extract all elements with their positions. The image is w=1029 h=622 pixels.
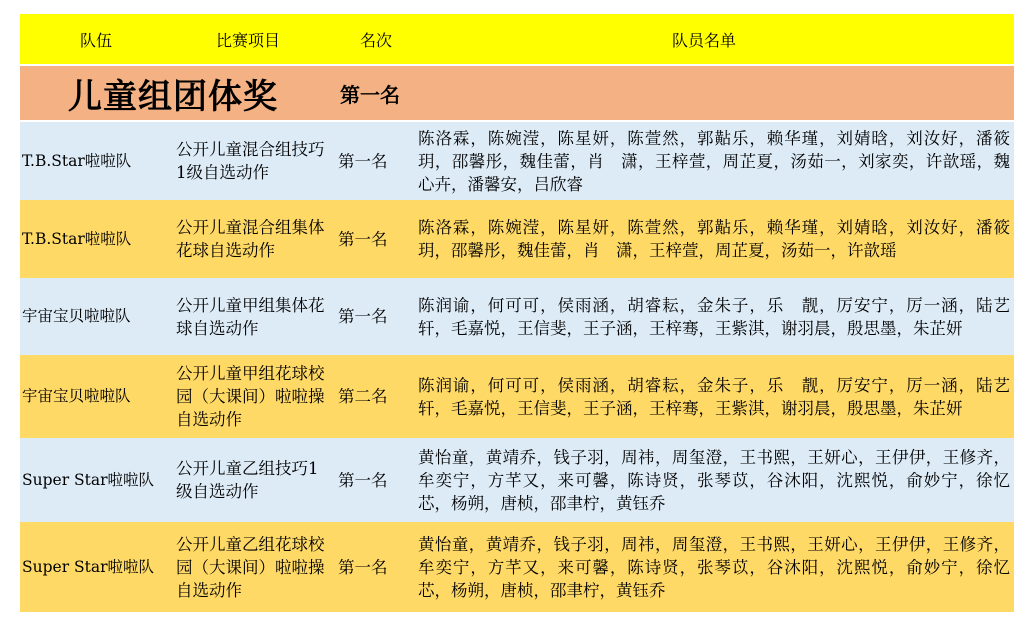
table-row (20, 522, 1014, 612)
section-banner (20, 66, 1014, 120)
team-cell: 宇宙宝贝啦啦队 (22, 307, 131, 325)
table-row (20, 278, 1014, 355)
header-team: 队伍 (80, 30, 113, 50)
rank-cell: 第一名 (338, 229, 388, 249)
banner-title: 儿童组团体奖 (68, 76, 278, 117)
rank-cell: 第二名 (338, 387, 388, 406)
table-header (20, 14, 1014, 64)
team-cell: T.B.Star啦啦队 (22, 229, 132, 248)
event-cell: 公开儿童混合组技巧1级自选动作 (176, 140, 325, 182)
results-table (20, 14, 1014, 612)
event-cell: 公开儿童乙组花球校园（大课间）啦啦操自选动作 (176, 534, 325, 600)
rank-cell: 第一名 (338, 307, 388, 326)
members-cell: 黄怡童，黄靖乔，钱子羽，周祎，周玺澄，王书熙，王妍心，王伊伊，王修齐，牟奕宁，方芊又，来可馨，陈诗贤，张琴苡，谷沐阳，沈熙悦，俞妙宁，徐忆芯，杨朔，唐桢，邵聿柠，黄钰乔 (418, 447, 1010, 513)
members-cell: 陈润谕，何可可，侯雨涵，胡睿耘，金朱子，乐 靓，厉安宁，厉一涵，陆艺轩，毛嘉悦，王信斐，王子涵，王梓骞，王紫淇，谢羽晨，殷思墨，朱芷妍 (418, 375, 1010, 418)
members-cell: 黄怡童，黄靖乔，钱子羽，周祎，周玺澄，王书熙，王妍心，王伊伊，王修齐，牟奕宁，方芊又，来可馨，陈诗贤，张琴苡，谷沐阳，沈熙悦，俞妙宁，徐忆芯，杨朔，唐桢，邵聿柠，黄钰乔 (418, 534, 1010, 600)
table-row (20, 122, 1014, 200)
header-members: 队员名单 (672, 30, 737, 50)
rank-cell: 第一名 (338, 470, 388, 490)
team-cell: 宇宙宝贝啦啦队 (22, 387, 131, 405)
members-cell: 陈洛霖，陈婉滢，陈星妍，陈萱然，郭黇乐，赖华瑾，刘婧晗，刘汝好，潘筱玥，邵馨彤，魏佳蕾，肖 潇，王梓萱，周芷夏，汤茹一，刘家奕，许歆瑶，魏心卉，潘馨安，吕欣睿 (418, 128, 1010, 194)
header-event: 比赛项目 (216, 30, 281, 50)
banner-rank: 第一名 (340, 82, 400, 107)
header-rank: 名次 (360, 30, 393, 50)
table-row (20, 355, 1014, 438)
members-cell: 陈洛霖，陈婉滢，陈星妍，陈萱然，郭黇乐，赖华瑾，刘婧晗，刘汝好，潘筱玥，邵馨彤，魏佳蕾，肖 潇，王梓萱，周芷夏，汤茹一，许歆瑶 (418, 218, 1010, 260)
rank-cell: 第一名 (338, 151, 388, 171)
event-cell: 公开儿童甲组集体花球自选动作 (176, 295, 325, 338)
rank-cell: 第一名 (338, 557, 388, 577)
table-row (20, 438, 1014, 522)
table-row (20, 200, 1014, 278)
members-cell: 陈润谕，何可可，侯雨涵，胡睿耘，金朱子，乐 靓，厉安宁，厉一涵，陆艺轩，毛嘉悦，王信斐，王子涵，王梓骞，王紫淇，谢羽晨，殷思墨，朱芷妍 (418, 295, 1010, 338)
event-cell: 公开儿童混合组集体花球自选动作 (176, 218, 325, 260)
event-cell: 公开儿童乙组技巧1级自选动作 (176, 459, 319, 501)
team-cell: T.B.Star啦啦队 (22, 151, 132, 170)
team-cell: Super Star啦啦队 (22, 557, 155, 576)
event-cell: 公开儿童甲组花球校园（大课间）啦啦操自选动作 (176, 364, 325, 429)
team-cell: Super Star啦啦队 (22, 470, 155, 489)
